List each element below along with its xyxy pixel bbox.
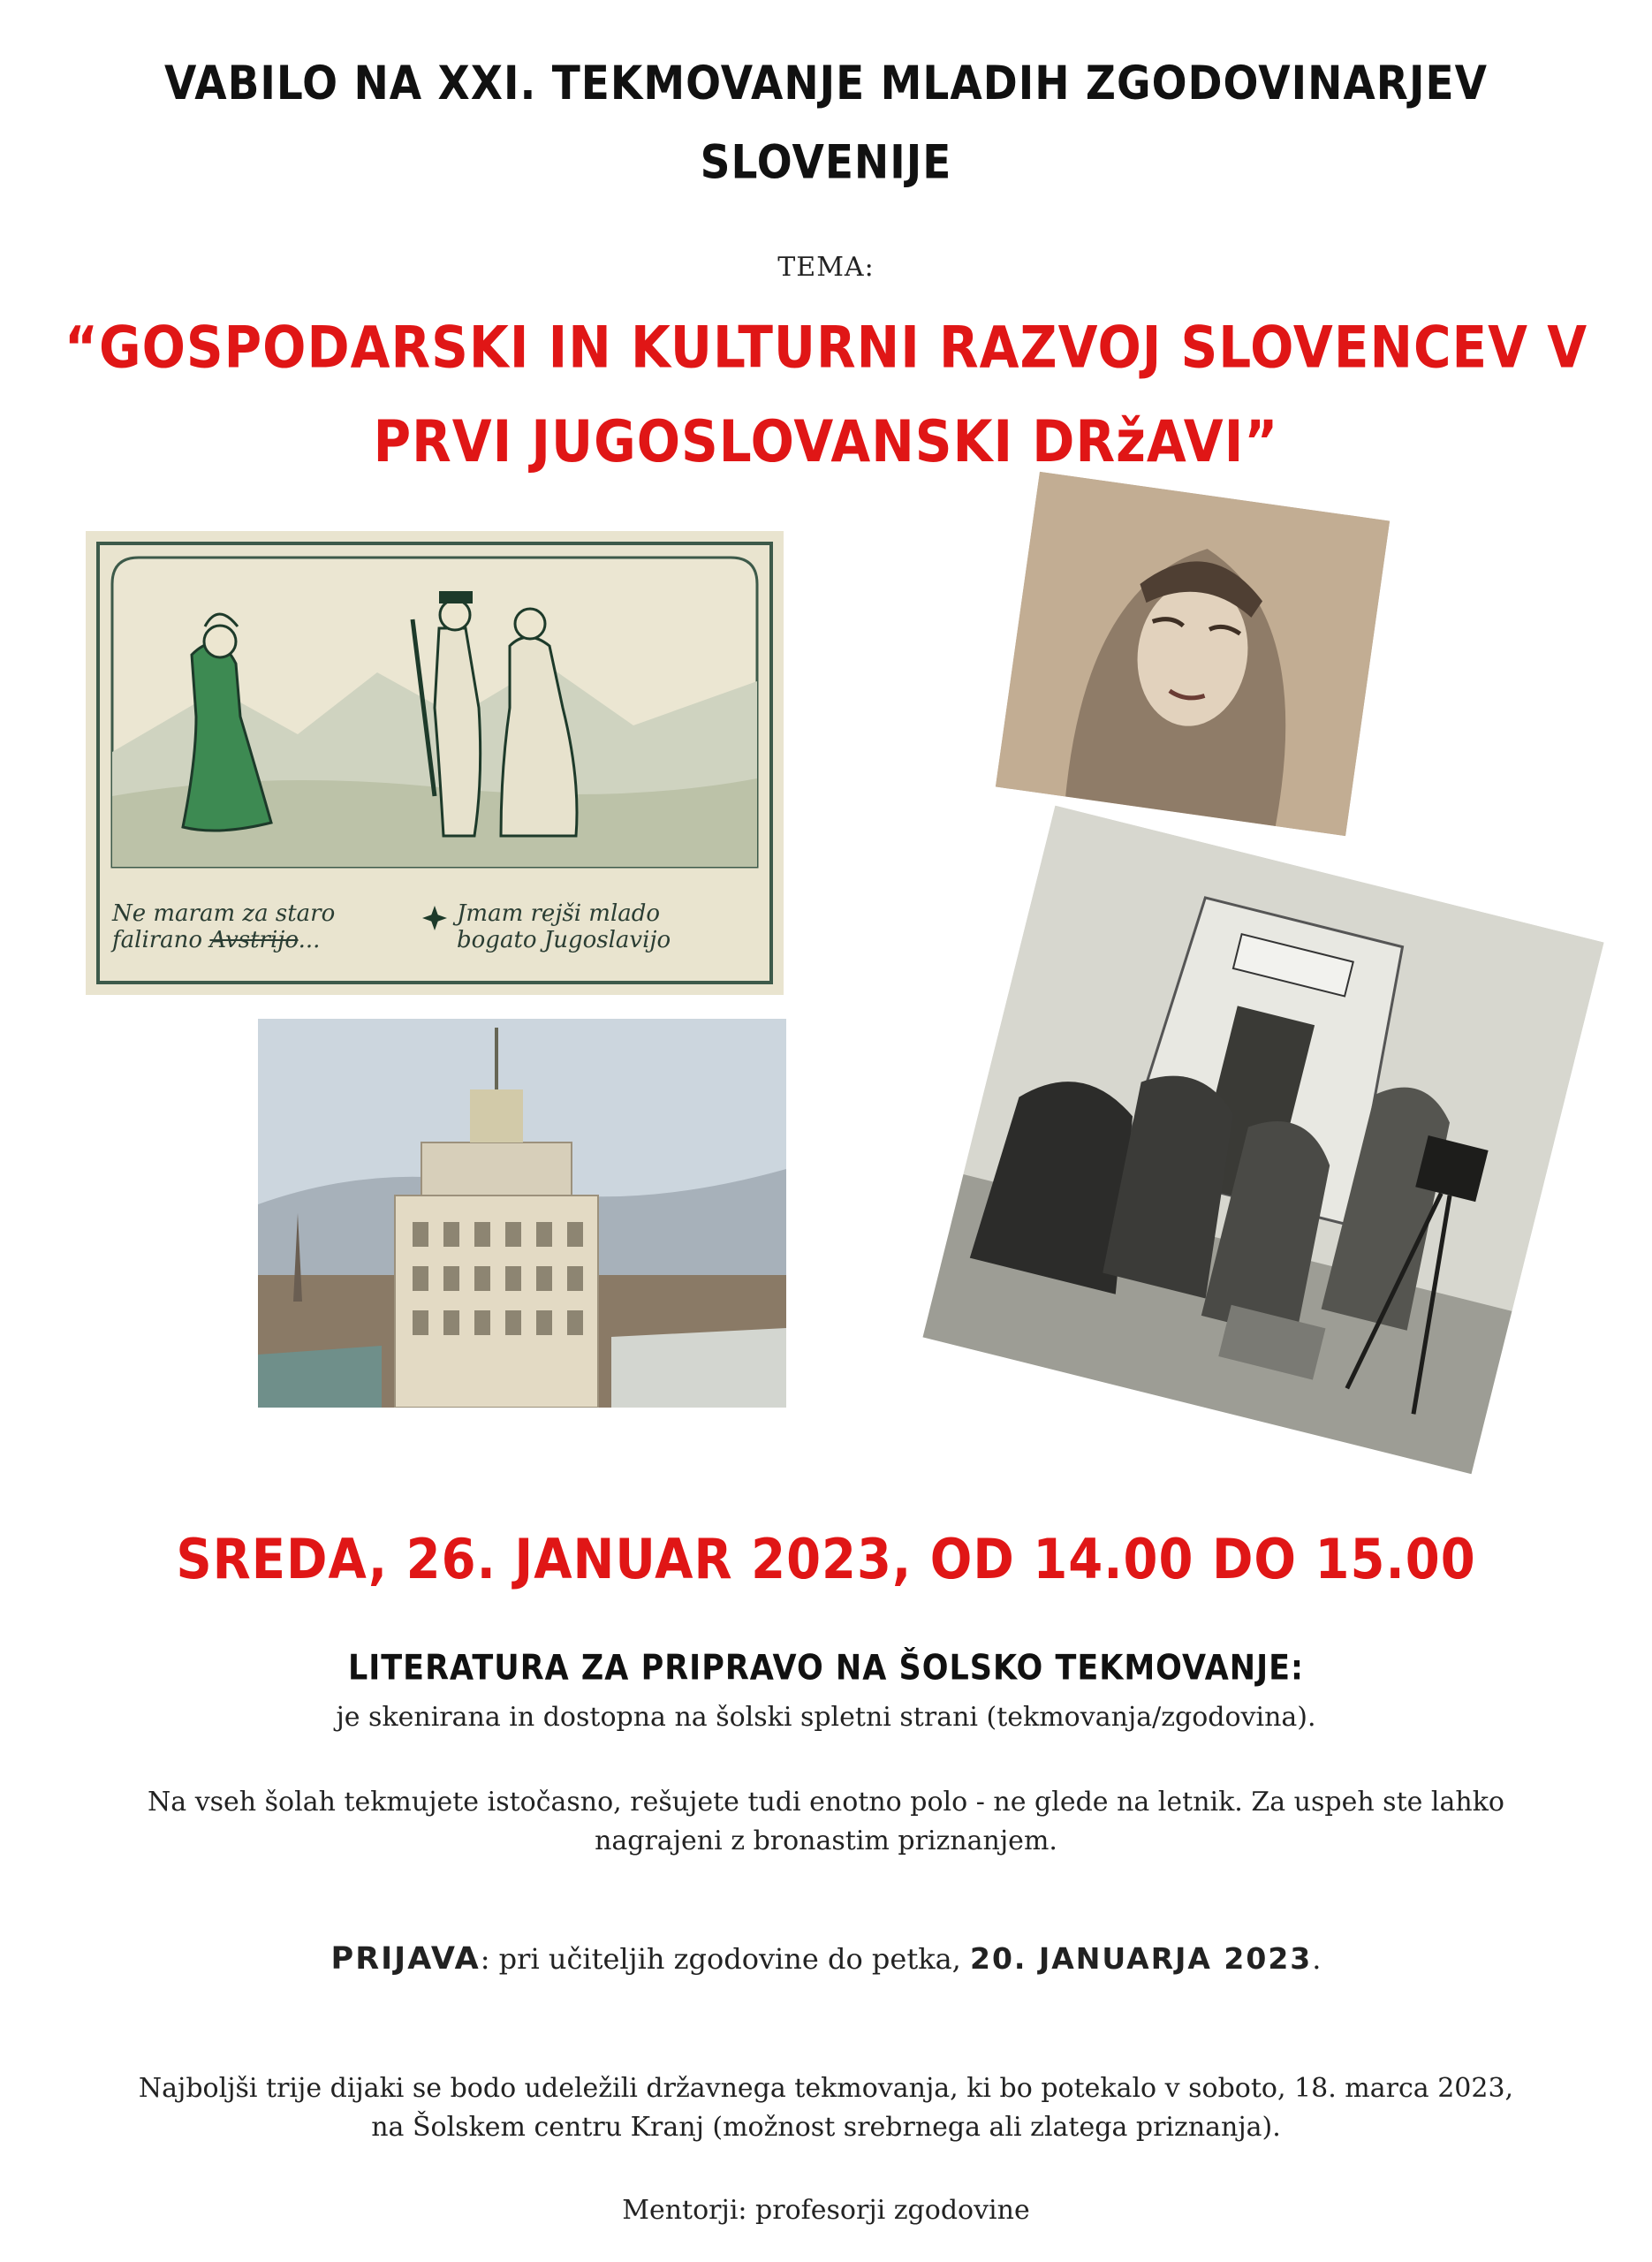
state-line-2: na Šolskem centru Kranj (možnost srebrnega ali zlatega priznanja).: [371, 2112, 1281, 2143]
literature-heading: LITERATURA ZA PRIPRAVO NA ŠOLSKO TEKMOVANJE:: [347, 1648, 1305, 1689]
invitation-title: [0, 44, 1652, 202]
title-line-1: VABILO NA XXI. TEKMOVANJE MLADIH ZGODOVINARJEV: [164, 56, 1488, 111]
caption-left-falirano: falirano: [112, 927, 203, 953]
registration-end: .: [1312, 1942, 1322, 1976]
info-line-2: nagrajeni z bronastim priznanjem.: [595, 1826, 1057, 1856]
caption-left-line-2: [112, 927, 335, 953]
theme-line-2: PRVI JUGOSLOVANSKI DRžAVI”: [373, 407, 1279, 475]
theme-title: [0, 301, 1652, 490]
postcard-caption-right: [457, 900, 671, 953]
registration-label: PRIJAVA: [330, 1941, 481, 1977]
state-competition-paragraph: [0, 2069, 1652, 2147]
caption-left-struck: Avstrijo: [209, 927, 299, 953]
postcard-illustration: [86, 531, 784, 995]
title-line-2: SLOVENIJE: [700, 135, 952, 191]
info-paragraph: [0, 1783, 1652, 1861]
caption-right-line-1: Jmam rejši mlado: [457, 900, 661, 927]
postcard-caption-left: [112, 900, 335, 953]
state-line-1: Najboljši trije dijaki se bodo udeležili državnega tekmovanja, ki bo potekalo v soboto, 18. marca 2023,: [138, 2073, 1514, 2104]
mentors-line: Mentorji: profesorji zgodovine: [622, 2195, 1030, 2226]
event-date: SREDA, 26. JANUAR 2023, OD 14.00 DO 15.00: [176, 1528, 1476, 1592]
registration-deadline: 20. JANUARJA 2023: [970, 1941, 1313, 1976]
portrait-photo: [996, 472, 1390, 836]
info-line-1: Na vseh šolah tekmujete istočasno, rešujete tudi enotno polo - ne glede na letnik. Za uspeh ste lahko: [148, 1787, 1504, 1818]
registration-colon: :: [480, 1942, 490, 1976]
registration-text: pri učiteljih zgodovine do petka,: [498, 1942, 961, 1976]
registration-line: [0, 1941, 1652, 1977]
caption-right-line-2: bogato Jugoslavijo: [457, 927, 671, 953]
caption-left-ellipsis: ...: [298, 927, 321, 953]
theme-line-1: “GOSPODARSKI IN KULTURNI RAZVOJ SLOVENCEV V: [64, 314, 1588, 382]
caption-left-line-1: Ne maram za staro: [112, 900, 336, 927]
mountain-group-photo: [923, 806, 1604, 1474]
literature-text: je skenirana in dostopna na šolski spletni strani (tekmovanja/zgodovina).: [336, 1702, 1316, 1733]
skyscraper-photo: [258, 1019, 786, 1408]
theme-label: TEMA:: [777, 252, 875, 283]
